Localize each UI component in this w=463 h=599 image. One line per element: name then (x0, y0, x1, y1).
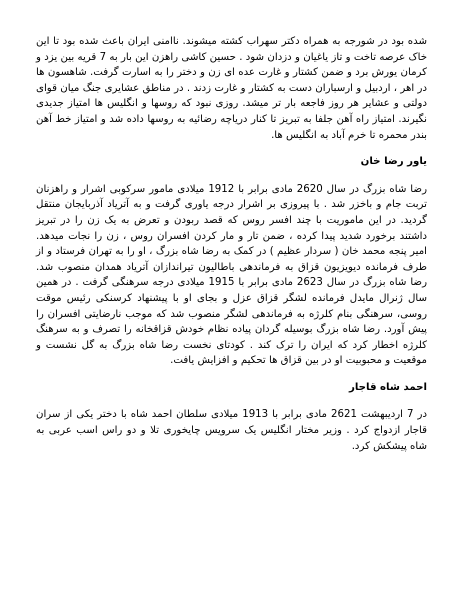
paragraph-reza-khan: رضا شاه بزرگ در سال 2620 مادی برابر با 1912 میلادی مامور سرکوبی اشرار و راهزنان تربت جام و باخزر شد . با پیروزی بر اشرار درجه یاوری گرفت و به آتریاد آذربایجان منتقل گردید. در این ماموریت با چند افسر روس که قصد ربودن و تعرض به یک زن را در تبریز داشتند برخورد شدید پیدا کرده ، ضمن تار و مار کردن افسران روس ، زن را نجات میدهد. امیر پنجه محمد خان ( سردار عظیم ) در کمک به رضا شاه بزرگ ، او را به تهران فرستاد و از طرف فرمانده دیویزیون قزاق به فرماندهی باطالیون تیراندازان آتریاد همدان منصوب شد. رضا شاه بزرگ در سال 2623 مادی برابر با 1915 میلادی درجه سرهنگی گرفت . در همین سال ژنرال مایدل فرمانده لشگر قزاق عزل و بجای او با پیشنهاد کرسنکی رئیس موقت روسی، سرهنگی بنام کلرژه به فرماندهی لشگر منصوب شد که موجب نارضایتی افسران را پیش آورد. رضا شاه بزرگ بوسیله گردان پیاده نظام خودش قزاقخانه را تصرف و به سرهنگ کلرژه اخطار کرد که ایران را ترک کند . کودتای نخست رضا شاه بزرگ به گل نشست و موقعیت و محبوبیت او در بین قزاق ها تحکیم و افزایش یافت. (36, 183, 427, 367)
heading-ahmad-shah: احمد شاه قاجار (348, 381, 427, 393)
paragraph-insecurity: شده بود در شورجه به همراه دکتر سهراب کشته میشوند. ناامنی ایران باعث شده بود تا این خاک عرصه تاخت و تاز یاغیان و دزدان شود . حسین کاشی راهزن این بار به 7 قریه بین یزد و کرمان یورش برد و ضمن کشتار و غارت عده ای زن و دختر را به اسارت گرفت. شاهسون ها در اهر ، اردبیل و ارسباران دست به کشتار و غارت زدند . در مناطق عشایری جنگ میان قوای دولتی و عشایر هر روز فاجعه بار تر میشد. روزی نبود که روسها و انگلیس ها امتیاز جدیدی نگیرند. امتیاز راه آهن جلفا به تبریز تا کنار دریاچه رضائیه به روسها داده شد و امتیاز خط آهن بندر محمره تا خرم آباد به انگلیس ها. (36, 36, 428, 141)
heading-yavar-reza-khan: یاور رضا خان (360, 156, 427, 168)
paragraph-ahmad-shah: در 7 اردیبهشت 2621 مادی برابر با 1913 میلادی سلطان احمد شاه با دختر یکی از سران قاجار ازدواج کرد . وزیر مختار انگلیس یک سرویس چایخوری تلا و دو راس اسب عربی به شاه پیشکش کرد. (36, 409, 427, 452)
